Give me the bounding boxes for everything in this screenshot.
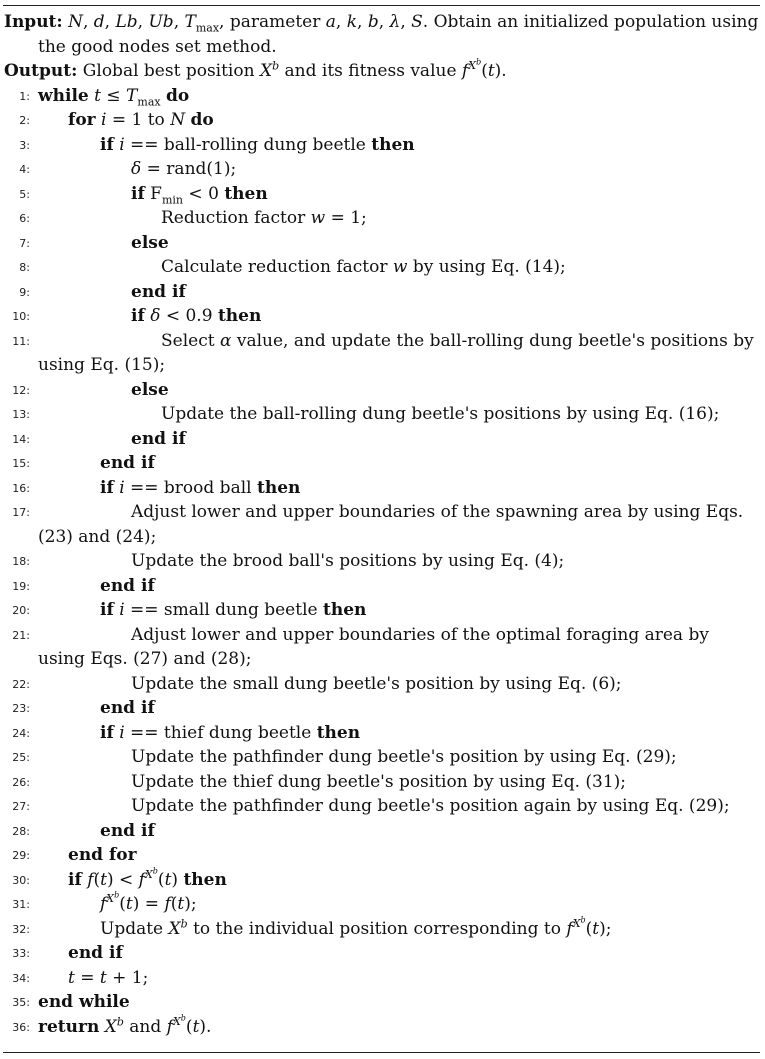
algorithm-line — [0, 427, 765, 452]
algorithm-line — [0, 941, 765, 966]
algorithm-line — [0, 917, 765, 942]
line-number: 10: — [12, 310, 30, 323]
algorithm-line — [0, 500, 765, 549]
line-number: 31: — [12, 898, 30, 911]
algorithm-line — [0, 182, 765, 207]
algorithm-line — [0, 672, 765, 697]
algorithm-line — [0, 304, 765, 329]
line-text: end if — [131, 281, 186, 302]
line-text: while $t \le T_{max}$ do — [38, 85, 190, 108]
line-number: 32: — [12, 922, 30, 936]
line-number: 2: — [19, 114, 30, 127]
line-number: 25: — [12, 751, 30, 764]
line-text: $f^{X^b}(t) = f(t)$; — [100, 890, 197, 914]
line-number: 11: — [12, 334, 30, 348]
line-number: 21: — [12, 628, 30, 642]
line-text: Calculate reduction factor w by using Eq. (14); — [161, 257, 566, 277]
line-number: 22: — [12, 677, 30, 691]
line-text: if i == brood ball then — [100, 477, 301, 498]
line-text: if i == ball-rolling dung beetle then — [100, 134, 415, 155]
algorithm-line — [0, 966, 765, 991]
algorithm-line — [0, 549, 765, 574]
algorithm-line — [0, 255, 765, 280]
algorithm-line — [0, 745, 765, 770]
line-text: t = t + 1; — [68, 967, 149, 988]
output-label: Output: — [4, 61, 78, 81]
algorithm-block — [0, 10, 765, 1039]
line-number: 27: — [12, 800, 30, 813]
algorithm-line — [0, 892, 765, 917]
line-text: end if — [100, 453, 155, 473]
line-number: 17: — [12, 506, 30, 519]
line-text: else — [131, 232, 169, 253]
line-number: 7: — [19, 236, 30, 250]
top-rule — [3, 5, 760, 6]
line-number: 9: — [19, 285, 30, 299]
line-text: Update the brood ball's positions by using Eq. (4); — [131, 551, 565, 571]
line-text: Update $X^b$ to the individual position corresponding to $f^{X^b}(t)$; — [100, 915, 612, 939]
output-line: Output: Global best position $X^b$ and its fitness value $f^{X^b}(t)$. — [4, 57, 507, 81]
line-number: 6: — [19, 212, 30, 225]
line-text: Adjust lower and upper boundaries of the spawning area by using Eqs. (23) and (24); — [38, 502, 744, 547]
line-text: Update the pathfinder dung beetle's position again by using Eq. (29); — [131, 796, 730, 816]
line-number: 20: — [12, 604, 30, 617]
algorithm-line — [0, 378, 765, 403]
line-number: 28: — [12, 824, 30, 838]
line-number: 3: — [19, 138, 30, 152]
line-number: 36: — [12, 1020, 30, 1034]
line-text: end for — [68, 845, 137, 865]
line-number: 34: — [12, 971, 30, 985]
algorithm-line — [0, 794, 765, 819]
line-number: 13: — [12, 408, 30, 421]
line-text: if $F_{min} < 0$ then — [131, 183, 268, 206]
bottom-rule — [3, 1052, 760, 1053]
line-number: 1: — [19, 89, 30, 103]
algorithm-line — [0, 402, 765, 427]
line-text: δ = rand(1); — [131, 159, 237, 179]
line-number: 26: — [12, 775, 30, 789]
line-number: 16: — [12, 481, 30, 495]
line-text: end if — [131, 428, 186, 449]
line-text: Update the thief dung beetle's position by using Eq. (31); — [131, 771, 627, 792]
line-text: if $f(t) < f^{X^b}(t)$ then — [68, 866, 227, 890]
algorithm-line — [0, 206, 765, 231]
algorithm-line — [0, 770, 765, 795]
line-text: else — [131, 379, 169, 400]
line-text: Update the small dung beetle's position by using Eq. (6); — [131, 673, 622, 694]
line-number: 19: — [12, 579, 30, 593]
algorithm-line — [0, 133, 765, 158]
line-text: Update the pathfinder dung beetle's position by using Eq. (29); — [131, 747, 677, 767]
input-label: Input: — [4, 12, 63, 32]
algorithm-line — [0, 157, 765, 182]
algorithm-line — [0, 280, 765, 305]
algorithm-line — [0, 598, 765, 623]
line-number: 8: — [19, 261, 30, 274]
line-number: 4: — [19, 163, 30, 176]
line-text: end while — [38, 992, 130, 1012]
line-number: 18: — [12, 555, 30, 568]
algorithm-line — [0, 990, 765, 1015]
line-text: Select α value, and update the ball-rolling dung beetle's positions by using Eq. (15); — [38, 330, 754, 375]
line-number: 29: — [12, 849, 30, 862]
line-number: 35: — [12, 996, 30, 1009]
input-line: Input: N, d, Lb, Ub, $T_{max}$, parameter a, k, b, λ, S. Obtain an initialized population using the good nodes set method. — [4, 12, 759, 57]
line-number: 14: — [12, 432, 30, 446]
algorithm-line — [0, 819, 765, 844]
algorithm-line — [0, 231, 765, 256]
line-number: 30: — [12, 873, 30, 887]
line-text: Adjust lower and upper boundaries of the optimal foraging area by using Eqs. (27) and (28); — [38, 624, 709, 669]
algorithm-line — [0, 721, 765, 746]
line-text: if i == small dung beetle then — [100, 600, 367, 620]
line-number: 12: — [12, 383, 30, 397]
line-text: for i = 1 to N do — [68, 110, 214, 130]
algorithm-line — [0, 329, 765, 378]
line-text: if i == thief dung beetle then — [100, 722, 361, 743]
algorithm-line — [0, 868, 765, 893]
line-text: end if — [100, 575, 155, 596]
line-text: if δ < 0.9 then — [131, 306, 262, 326]
algorithm-line — [0, 451, 765, 476]
line-number: 15: — [12, 457, 30, 470]
line-number: 33: — [12, 947, 30, 960]
algorithm-line — [0, 108, 765, 133]
algorithm-line — [0, 843, 765, 868]
line-text: Update the ball-rolling dung beetle's positions by using Eq. (16); — [161, 404, 720, 424]
algorithm-line — [0, 476, 765, 501]
line-text: return $X^b$ and $f^{X^b}(t)$. — [38, 1013, 212, 1037]
algorithm-line — [0, 84, 765, 109]
line-text: end if — [100, 820, 155, 841]
line-number: 5: — [19, 187, 30, 201]
line-number: 23: — [12, 702, 30, 715]
line-number: 24: — [12, 726, 30, 740]
algorithm-line — [0, 623, 765, 672]
algorithm-line — [0, 696, 765, 721]
line-text: Reduction factor w = 1; — [161, 208, 367, 228]
algorithm-line — [0, 1015, 765, 1040]
algorithm-line — [0, 574, 765, 599]
line-text: end if — [68, 943, 123, 963]
line-text: end if — [100, 698, 155, 718]
